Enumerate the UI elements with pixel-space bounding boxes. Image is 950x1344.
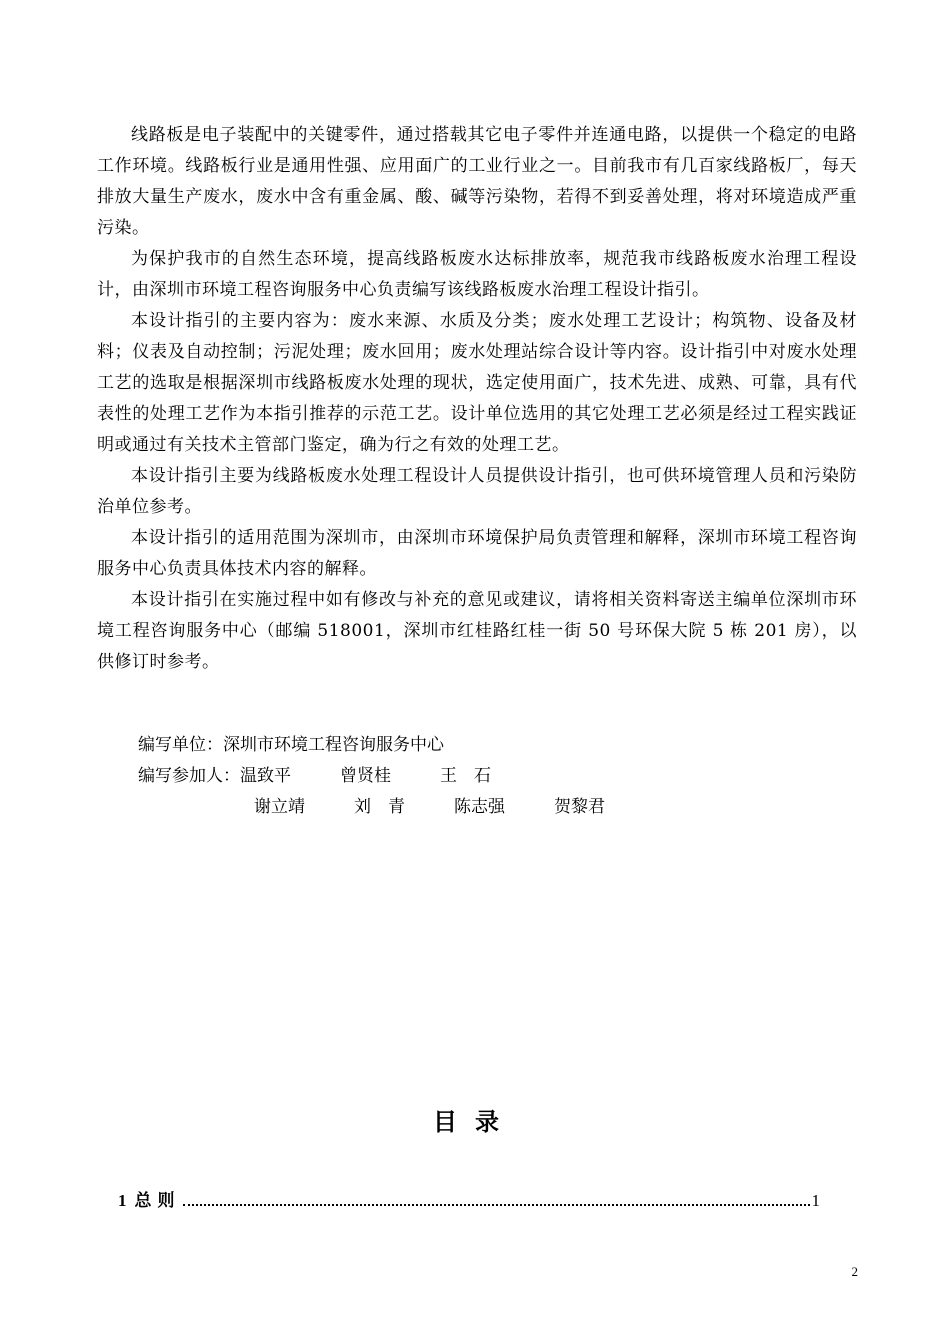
- participant-name: 曾贤桂: [340, 766, 391, 786]
- toc-entry-label: 总则: [134, 1191, 181, 1211]
- participant-name: 谢立靖: [254, 797, 305, 817]
- editor-unit: 编写单位：深圳市环境工程咨询服务中心: [138, 735, 444, 755]
- participants-label: 编写参加人：: [138, 766, 240, 786]
- editor-info: [138, 730, 654, 823]
- participant-name: 温致平: [240, 766, 291, 786]
- page-number: 2: [851, 1264, 858, 1279]
- participants-row-1: [138, 761, 654, 792]
- paragraph-feedback: 本设计指引在实施过程中如有修改与补充的意见或建议，请将相关资料寄送主编单位深圳市环境工程咨询服务中心（邮编 518001，深圳市红桂路红桂一街 50 号环保大院 5 栋 201 房），以供修订时参考。: [97, 590, 857, 672]
- toc-title: 目录: [433, 1108, 517, 1136]
- participant-name: 贺黎君: [554, 797, 605, 817]
- participant-name: 刘 青: [354, 797, 405, 817]
- toc-leader-dots: [183, 1204, 810, 1206]
- participant-name: 陈志强: [454, 797, 505, 817]
- paragraph-audience: 本设计指引主要为线路板废水处理工程设计人员提供设计指引，也可供环境管理人员和污染防治单位参考。: [97, 466, 857, 517]
- paragraph-intro: 线路板是电子装配中的关键零件，通过搭载其它电子零件并连通电路，以提供一个稳定的电路工作环境。线路板行业是通用性强、应用面广的工业行业之一。目前我市有几百家线路板厂，每天排放大量生产废水，废水中含有重金属、酸、碱等污染物，若得不到妥善处理，将对环境造成严重污染。: [97, 125, 857, 238]
- paragraph-scope: 本设计指引的适用范围为深圳市，由深圳市环境保护局负责管理和解释，深圳市环境工程咨询服务中心负责具体技术内容的解释。: [97, 528, 857, 579]
- participants-row-2: [138, 792, 654, 823]
- preface-body: [97, 120, 857, 678]
- participant-name: 王 石: [440, 766, 491, 786]
- toc-entry-page: 1: [811, 1191, 820, 1210]
- toc-entry-general[interactable]: [118, 1186, 820, 1211]
- paragraph-purpose: 为保护我市的自然生态环境，提高线路板废水达标排放率，规范我市线路板废水治理工程设计，由深圳市环境工程咨询服务中心负责编写该线路板废水治理工程设计指引。: [97, 249, 857, 300]
- toc-entry-number: 1: [118, 1191, 127, 1210]
- paragraph-contents: 本设计指引的主要内容为：废水来源、水质及分类；废水处理工艺设计；构筑物、设备及材料；仪表及自动控制；污泥处理；废水回用；废水处理站综合设计等内容。设计指引中对废水处理工艺的选取是根据深圳市线路板废水处理的现状，选定使用面广，技术先进、成熟、可靠，具有代表性的处理工艺作为本指引推荐的示范工艺。设计单位选用的其它处理工艺必须是经过工程实践证明或通过有关技术主管部门鉴定，确为行之有效的处理工艺。: [97, 311, 857, 455]
